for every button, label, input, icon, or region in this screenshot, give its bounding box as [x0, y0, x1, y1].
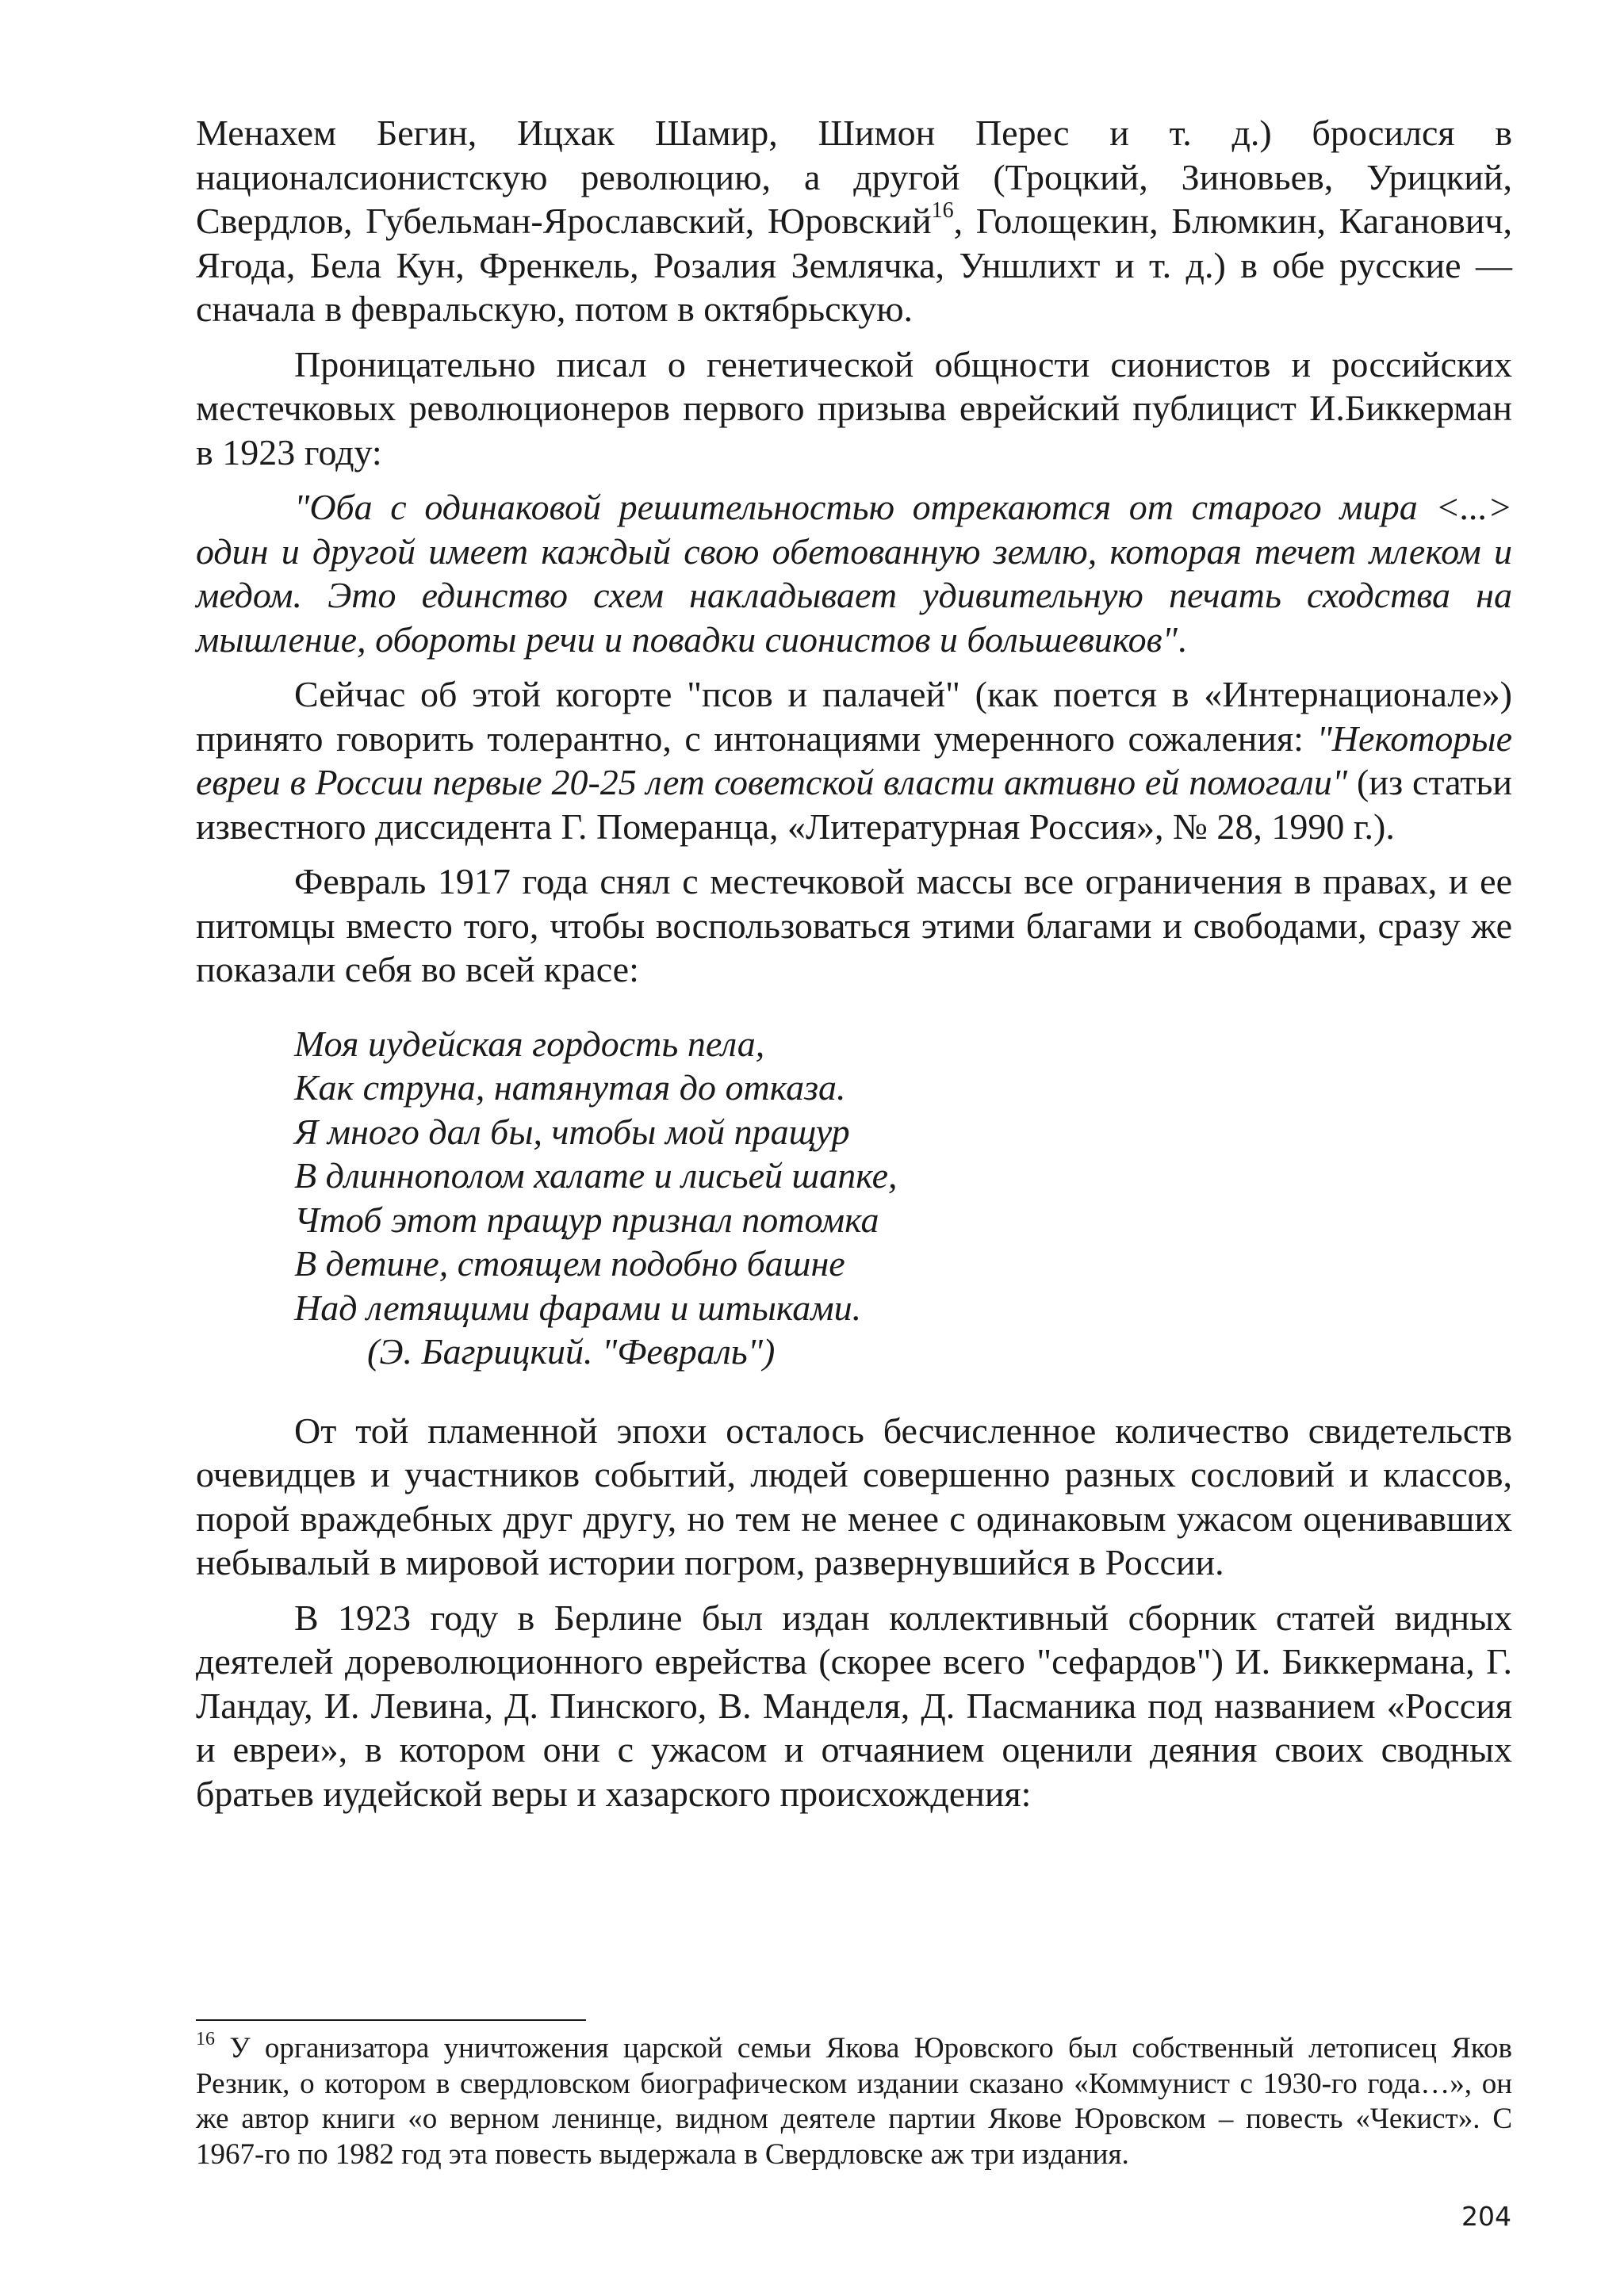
paragraph-7: В 1923 году в Берлине был издан коллективный сборник статей видных деятелей дореволюционного еврейства (скорее всего "сефардов") И. Биккермана, Г. Ландау, И. Левина, Д. Пинского, В. Манделя, Д. Пасманика под названием «Россия и евреи», в котором они с ужасом и отчаянием оценили деяния своих сводных братьев иудейской веры и хазарского происхождения: [196, 1597, 1512, 1814]
paragraph-1-text-b: , Голощекин, Блюмкин, Каганович, Ягода, Бела Кун, Френкель, Розалия Землячка, Уншлихт и т. д.) в обе русские — сначала в февральскую, потом в октябрьскую. [196, 201, 1512, 329]
poem-line: Я много дал бы, чтобы мой пращур [294, 1111, 850, 1152]
poem-line: Чтоб этот пращур признал потомка [294, 1199, 879, 1240]
footnote-separator [196, 2019, 586, 2021]
footnote-mark: 16 [196, 2028, 215, 2049]
poem-line: Над летящими фарами и штыками. [294, 1287, 862, 1328]
paragraph-1-text-a: Менахем Бегин, Ицхак Шамир, Шимон Перес и т. д.) бросился в националсионистскую революцию, а другой (Троцкий, Зиновьев, Урицкий, Свердлов, Губельман-Ярославский, Юровский [196, 113, 1512, 241]
footnote-16 [196, 2028, 1512, 2172]
paragraph-4-quote: "Некоторые евреи в России первые 20-25 лет советской власти активно ей помогали" [196, 718, 1512, 802]
paragraph-1 [196, 111, 1512, 331]
footnote-text: У организатора уничтожения царской семьи Якова Юровского был собственный летописец Яков Резник, о котором в свердловском биографическом издании сказано «Коммунист с 1930-го года…», он же автор книги «о верном ленинце, видном деятеле партии Якове Юровском – повесть «Чекист». С 1967-го по 1982 год эта повесть выдержала в Свердловске аж три издания. [196, 2032, 1512, 2171]
page-number: 204 [1461, 2201, 1511, 2232]
paragraph-4-text-a: Сейчас об этой когорте "псов и палачей" (как поется в «Интернационале») принято говорить толерантно, с интонациями умеренного сожаления: [196, 674, 1512, 759]
page-body [196, 111, 1512, 1827]
paragraph-6: От той пламенной эпохи осталось бесчисленное количество свидетельств очевидцев и участников событий, людей совершенно разных сословий и классов, порой враждебных друг другу, но тем не менее с одинаковым ужасом оценивавших небывалый в мировой истории погром, развернувшийся в России. [196, 1410, 1512, 1582]
poem-attribution: (Э. Багрицкий. "Февраль") [367, 1331, 776, 1372]
footnote-reference[interactable]: 16 [931, 197, 954, 223]
paragraph-2: Проницательно писал о генетической общности сионистов и российских местечковых революционеров первого призыва еврейский публицист И.Биккерман в 1923 году: [196, 343, 1512, 473]
poem-line: Как струна, натянутая до отказа. [294, 1067, 846, 1108]
poem-line: В детине, стоящем подобно башне [294, 1243, 845, 1284]
poem-line: Моя иудейская гордость пела, [294, 1023, 765, 1064]
paragraph-4 [196, 672, 1512, 848]
quote-bikkerman [196, 485, 1512, 661]
quote-bikkerman-end: . [1177, 618, 1187, 660]
paragraph-4-text-b: (из статьи известного диссидента Г. Померанца, «Литературная Россия», № 28, 1990 г.). [196, 762, 1513, 847]
quote-bikkerman-text: "Оба с одинаковой решительностью отрекаются от старого мира <...> один и другой имеет каждый свою обетованную землю, которая течет млеком и медом. Это единство схем накладывает удивительную печать сходства на мышление, обороты речи и повадки сионистов и большевиков" [196, 487, 1512, 660]
poem-line: В длиннополом халате и лисьей шапке, [294, 1155, 898, 1196]
poem-block [294, 1022, 1512, 1374]
paragraph-5: Февраль 1917 года снял с местечковой массы все ограничения в правах, и ее питомцы вместо того, чтобы воспользоваться этими благами и свободами, сразу же показали себя во всей красе: [196, 861, 1512, 989]
